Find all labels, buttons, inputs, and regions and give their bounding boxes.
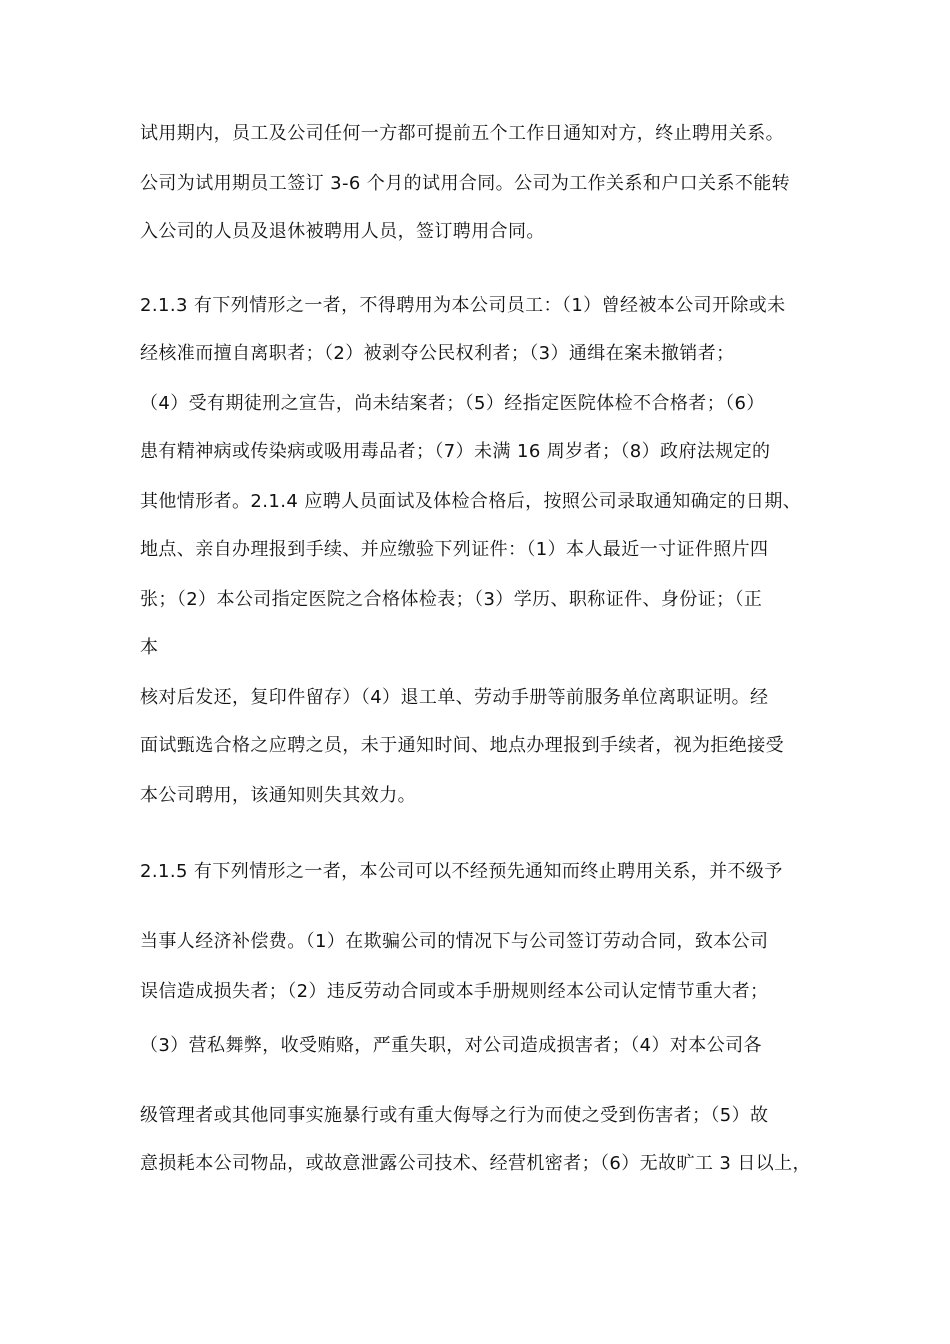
text-line: 意损耗本公司物品，或故意泄露公司技术、经营机密者；（6）无故旷工 3 日以上， xyxy=(140,1153,811,1174)
text-line: 面试甄选合格之应聘之员，未于通知时间、地点办理报到手续者，视为拒绝接受 xyxy=(140,735,784,756)
text-line: 核对后发还，复印件留存）（4）退工单、劳动手册等前服务单位离职证明。经 xyxy=(140,687,769,708)
text-line: 地点、亲自办理报到手续、并应缴验下列证件：（1）本人最近一寸证件照片四 xyxy=(140,539,769,560)
text-line: （3）营私舞弊，收受贿赂，严重失职，对公司造成损害者；（4）对本公司各 xyxy=(140,1035,762,1056)
text-line: 其他情形者。2.1.4 应聘人员面试及体检合格后，按照公司录取通知确定的日期、 xyxy=(140,491,802,512)
text-line: 当事人经济补偿费。（1）在欺骗公司的情况下与公司签订劳动合同，致本公司 xyxy=(140,931,769,952)
text-line: 本 xyxy=(140,637,159,658)
text-line: 2.1.3 有下列情形之一者，不得聘用为本公司员工：（1）曾经被本公司开除或未 xyxy=(140,295,786,316)
text-line: 经核准而擅自离职者；（2）被剥夺公民权利者；（3）通缉在案未撤销者； xyxy=(140,343,735,364)
text-line: （4）受有期徒刑之宣告，尚未结案者；（5）经指定医院体检不合格者；（6） xyxy=(140,393,765,414)
text-line: 入公司的人员及退休被聘用人员，签订聘用合同。 xyxy=(140,221,545,242)
text-line: 误信造成损失者；（2）违反劳动合同或本手册规则经本公司认定情节重大者； xyxy=(140,981,769,1002)
text-line: 级管理者或其他同事实施暴行或有重大侮辱之行为而使之受到伤害者；（5）故 xyxy=(140,1105,769,1126)
text-line: 张；（2）本公司指定医院之合格体检表；（3）学历、职称证件、身份证；（正 xyxy=(140,589,763,610)
text-line: 本公司聘用，该通知则失其效力。 xyxy=(140,785,416,806)
text-line: 患有精神病或传染病或吸用毒品者；（7）未满 16 周岁者；（8）政府法规定的 xyxy=(140,441,771,462)
text-line: 试用期内，员工及公司任何一方都可提前五个工作日通知对方，终止聘用关系。 xyxy=(140,123,784,144)
text-line: 2.1.5 有下列情形之一者，本公司可以不经预先通知而终止聘用关系，并不级予 xyxy=(140,861,783,882)
text-line: 公司为试用期员工签订 3-6 个月的试用合同。公司为工作关系和户口关系不能转 xyxy=(140,173,791,194)
